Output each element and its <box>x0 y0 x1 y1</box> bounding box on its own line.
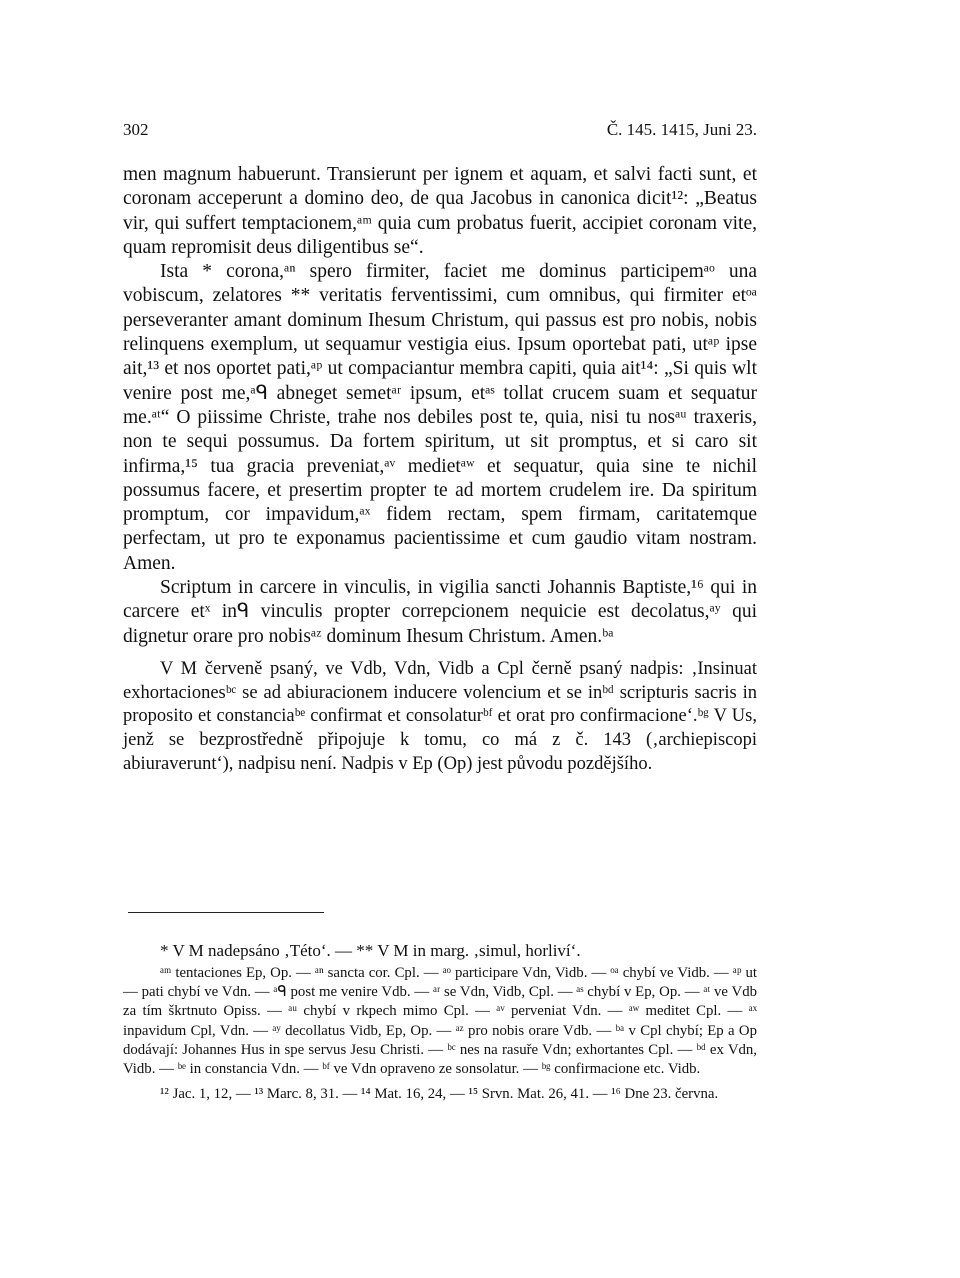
main-text <box>123 163 757 649</box>
footnote-references: ¹² Jac. 1, 12, — ¹³ Marc. 8, 31. — ¹⁴ Mat. 16, 24, — ¹⁵ Srvn. Mat. 26, 41. — ¹⁶ Dne 23. června. <box>160 1086 719 1103</box>
paragraph-2: Ista * corona,ᵃⁿ spero firmiter, faciet me dominus participemᵃᵒ una vobiscum, zelatores ** veritatis ferventissimi, cum omnibus, qui firmiter etᵒᵃ perseveranter amant dominum Ihesum Christum, qui passus est pro nobis, nobis relinquens exemplum, ut sequamur vestigia eius. Ipsum oportebat pati, utᵃᵖ ipse ait,¹³ et nos oportet pati,ᵃᵖ ut compaciantur membra capiti, quia ait¹⁴: „Si quis wlt venire post me,ᵃᑫ abneget semetᵃʳ ipsum, etᵃˢ tollat crucem suam et sequatur me.ᵃᵗ“ O piissime Christe, trahe nos debiles post te, quia, nisi tu nosᵃᵘ traxeris, non te sequi possumus. Da fortem spiritum, ut sit promptus, et si caro sit infirma,¹⁵ tua gracia preveniat,ᵃᵛ medietᵃʷ et sequatur, quia sine te nichil possumus facere, et presertim propter te ad mortem crudelem ire. Da spiritum promptum, cor impavidum,ᵃˣ fidem rectam, spem firmam, caritatemque perfectam, ut pro te exponamus pacientissime et cum gaudio vitam nostram. Amen. <box>123 261 757 574</box>
paragraph-3: Scriptum in carcere in vinculis, in vigilia sancti Johannis Baptiste,¹⁶ qui in carcere etˣ inᑫ vinculis propter correpcionem nequicie est decolatus,ᵃʸ qui dignetur orare pro nobisᵃᶻ dominum Ihesum Christum. Amen.ᵇᵃ <box>123 577 757 647</box>
footnote-variants: ᵃᵐ tentaciones Ep, Op. — ᵃⁿ sancta cor. Cpl. — ᵃᵒ participare Vdn, Vidb. — ᵒᵃ chybí ve Vidb. — ᵃᵖ ut — pati chybí ve Vdn. — ᵃᑫ post me venire Vdb. — ᵃʳ se Vdn, Vidb, Cpl. — ᵃˢ chybí v Ep, Op. — ᵃᵗ ve Vdb za tím škrtnuto Opiss. — ᵃᵘ chybí v rkpech mimo Cpl. — ᵃᵛ perveniat Vdn. — ᵃʷ meditet Cpl. — ᵃˣ inpavidum Cpl, Vdn. — ᵃʸ decollatus Vidb, Ep, Op. — ᵃᶻ pro nobis orare Vdb. — ᵇᵃ v Cpl chybí; Ep a Op dodávají: Johannes Hus in spe servus Jesu Christi. — ᵇᶜ nes na rasuře Vdn; exhortantes Cpl. — ᵇᵈ ex Vdn, Vidb. — ᵇᵉ in constancia Vdn. — ᵇᶠ ve Vdn opraveno ze sonsolatur. — ᵇᵍ confirmacione etc. Vidb. <box>123 965 757 1078</box>
editorial-note-text: V M červeně psaný, ve Vdb, Vdn, Vidb a Cpl černě psaný nadpis: ‚Insinuat exhortacionesᵇᶜ se ad abiuracionem inducere volencium et se inᵇᵈ scripturis sacris in proposito et constanciaᵇᵉ confirmat et consolaturᵇᶠ et orat pro confirmacione‘.ᵇᵍ V Us, jenž se bezprostředně připojuje k tomu, co má z č. 143 (‚archiepiscopi abiuraverunt‘), nadpisu není. Nadpis v Ep (Op) jest původu pozdějšího. <box>123 659 757 774</box>
page-number: 302 <box>123 120 149 139</box>
footnote-divider <box>128 912 324 913</box>
paragraph-1: men magnum habuerunt. Transierunt per ignem et aquam, et salvi facti sunt, et coronam acceperunt a domino deo, de qua Jacobus in canonica dicit¹²: „Beatus vir, qui suffert temptacionem,ᵃᵐ quia cum probatus fuerit, accipiet coronam vite, quam repromisit deus diligentibus se“. <box>123 164 757 258</box>
running-head: Č. 145. 1415, Juni 23. <box>606 120 757 139</box>
footnotes <box>123 940 757 1104</box>
editorial-note <box>123 658 757 777</box>
footnote-star: * V M nadepsáno ‚Této‘. — ** V M in marg. ‚simul, horliví‘. <box>160 941 581 960</box>
